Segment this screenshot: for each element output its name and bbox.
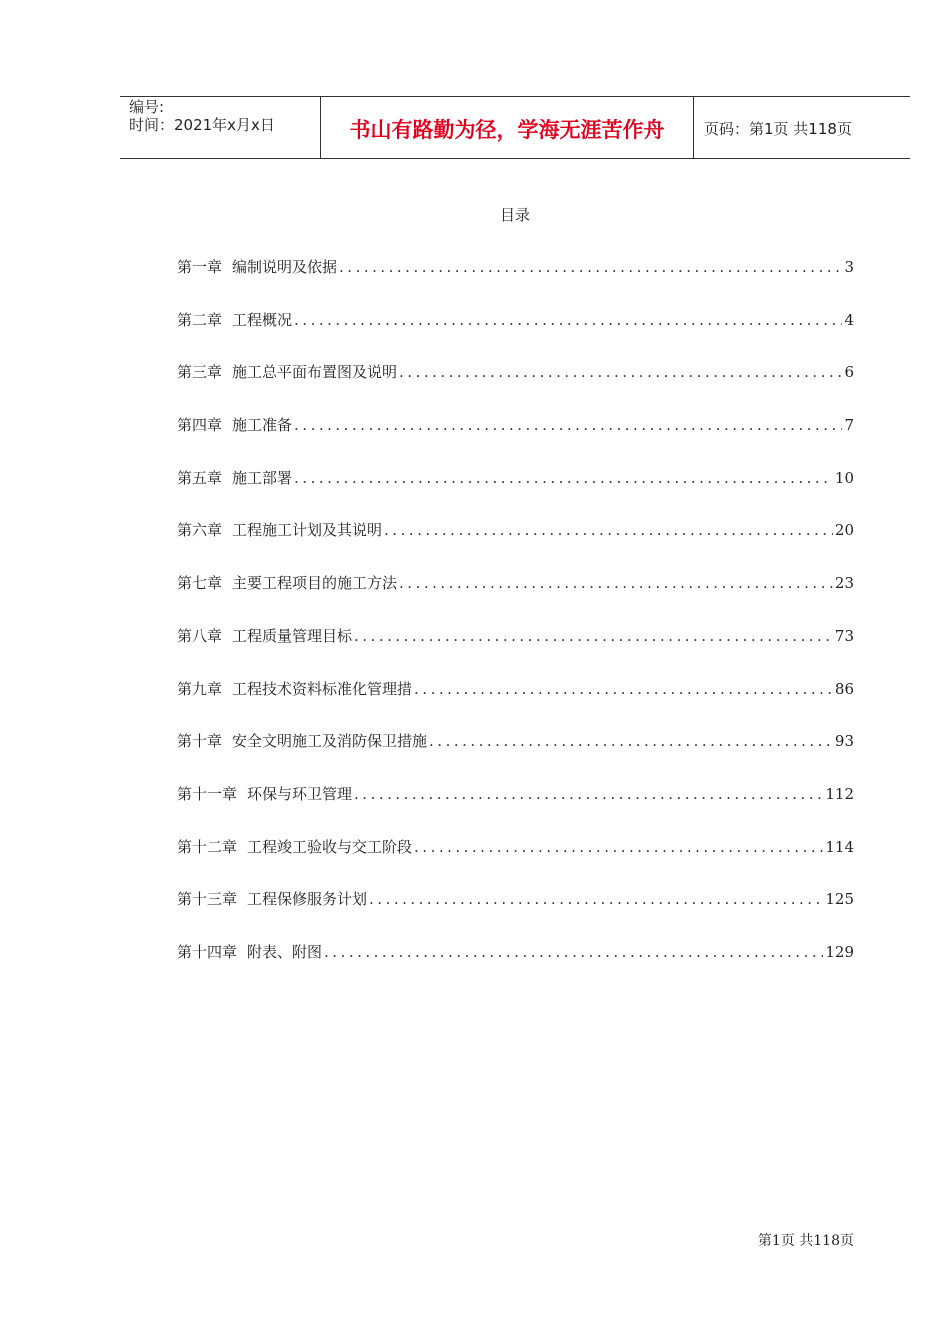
toc-entry-title: 施工总平面布置图及说明 <box>232 363 398 382</box>
toc-leader-dots <box>294 414 842 436</box>
toc-entry[interactable] <box>177 414 854 467</box>
toc-leader-dots <box>414 678 833 700</box>
toc-entry[interactable] <box>177 888 854 941</box>
footer-page-info: 第1页 共118页 <box>757 1233 854 1249</box>
toc-leader-dots <box>414 836 823 858</box>
toc-chapter: 第三章 <box>177 363 223 382</box>
toc-entry[interactable] <box>177 783 854 836</box>
toc-page-number: 125 <box>825 890 854 909</box>
toc-chapter: 第十三章 <box>177 890 238 909</box>
toc-entry[interactable] <box>177 730 854 783</box>
toc-page-number: 6 <box>844 363 854 382</box>
toc-chapter: 第十四章 <box>177 942 238 961</box>
toc-entry-title: 环保与环卫管理 <box>247 784 353 803</box>
toc-page-number: 93 <box>834 732 854 751</box>
header-meta-cell <box>120 97 321 158</box>
table-of-contents <box>177 256 854 994</box>
toc-page-number: 112 <box>825 784 854 803</box>
toc-page-number: 7 <box>844 416 854 435</box>
toc-chapter: 第八章 <box>177 626 223 645</box>
toc-chapter: 第五章 <box>177 468 223 487</box>
toc-entry[interactable] <box>177 941 854 994</box>
toc-chapter: 第九章 <box>177 679 223 698</box>
toc-entry[interactable] <box>177 678 854 731</box>
number-label: 编号: <box>129 98 165 116</box>
toc-leader-dots <box>339 256 842 278</box>
toc-entry[interactable] <box>177 256 854 309</box>
toc-entry-title: 编制说明及依据 <box>232 258 338 276</box>
header-page-info: 页码：第1页 共118页 <box>704 120 852 138</box>
toc-entry-title: 工程质量管理目标 <box>232 626 353 645</box>
toc-entry-title: 工程施工计划及其说明 <box>232 521 383 540</box>
toc-page-number: 23 <box>834 574 854 593</box>
toc-leader-dots <box>354 783 823 805</box>
toc-page-number: 114 <box>825 837 854 856</box>
toc-leader-dots <box>324 941 823 963</box>
toc-leader-dots <box>294 467 833 489</box>
toc-entry[interactable] <box>177 467 854 520</box>
toc-entry[interactable] <box>177 625 854 678</box>
toc-entry[interactable] <box>177 836 854 889</box>
toc-entry-title: 工程技术资料标准化管理措 <box>232 679 413 698</box>
motto-text: 书山有路勤为径，学海无涯苦作舟 <box>349 118 665 142</box>
toc-chapter: 第十一章 <box>177 784 238 803</box>
toc-chapter: 第四章 <box>177 416 223 435</box>
time-label: 时间：2021年x月x日 <box>129 116 275 134</box>
toc-entry[interactable] <box>177 519 854 572</box>
toc-entry-title: 附表、附图 <box>247 942 323 961</box>
toc-entry-title: 主要工程项目的施工方法 <box>232 574 398 593</box>
toc-chapter: 第十二章 <box>177 837 238 856</box>
toc-page-number: 73 <box>834 626 854 645</box>
toc-entry-title: 工程保修服务计划 <box>247 890 368 909</box>
toc-page-number: 4 <box>844 310 854 329</box>
header-motto-cell <box>321 97 694 158</box>
toc-leader-dots <box>354 625 833 647</box>
toc-leader-dots <box>429 730 833 752</box>
toc-leader-dots <box>399 572 833 594</box>
toc-leader-dots <box>369 888 823 910</box>
toc-page-number: 86 <box>834 679 854 698</box>
toc-page-number: 129 <box>825 942 854 961</box>
toc-chapter: 第十章 <box>177 732 223 751</box>
toc-chapter: 第六章 <box>177 521 223 540</box>
toc-page-number: 10 <box>834 468 854 487</box>
header-page-cell <box>694 97 910 158</box>
toc-chapter: 第七章 <box>177 574 223 593</box>
toc-page-number: 3 <box>844 258 854 276</box>
toc-entry-title: 施工部署 <box>232 468 293 487</box>
toc-leader-dots <box>294 309 842 331</box>
toc-entry[interactable] <box>177 572 854 625</box>
toc-chapter: 第一章 <box>177 258 223 276</box>
toc-leader-dots <box>399 361 842 383</box>
toc-entry-title: 安全文明施工及消防保卫措施 <box>232 732 428 751</box>
toc-title: 目录 <box>499 206 530 224</box>
toc-entry-title: 工程概况 <box>232 310 293 329</box>
toc-entry-title: 工程竣工验收与交工阶段 <box>247 837 413 856</box>
toc-page-number: 20 <box>834 521 854 540</box>
document-header <box>120 96 910 159</box>
toc-entry[interactable] <box>177 309 854 362</box>
toc-entry[interactable] <box>177 361 854 414</box>
toc-chapter: 第二章 <box>177 310 223 329</box>
toc-entry-title: 施工准备 <box>232 416 293 435</box>
toc-leader-dots <box>384 519 833 541</box>
